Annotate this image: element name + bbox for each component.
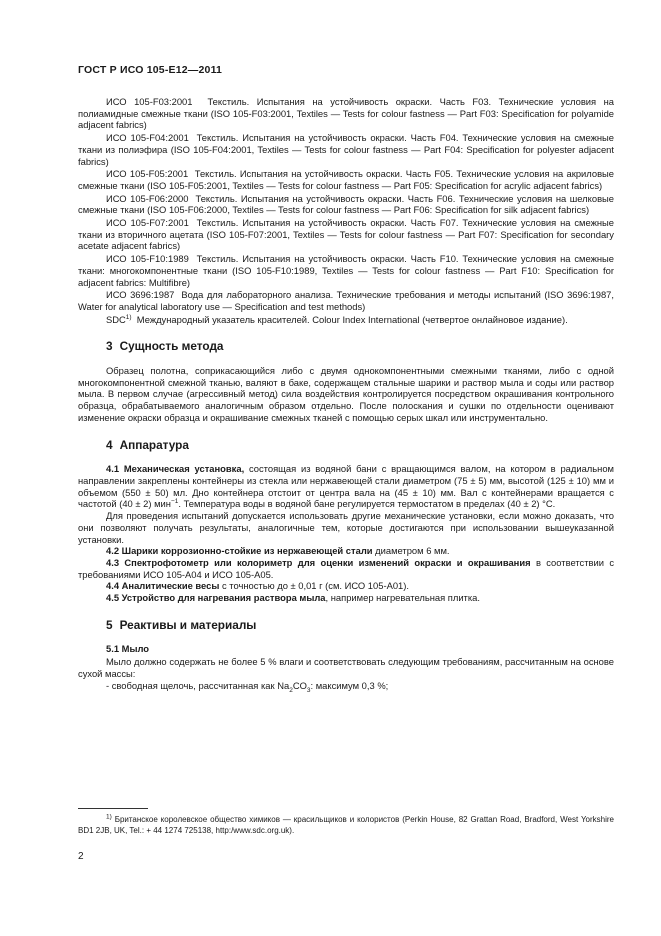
footnote: $^{1)}$ Британское королевское общество химиков — красильщиков и колористов (Perkin House, 82 Grattan Road, Bradford, West Yorkshire BD1 2JB, UK, Tel.: + 44 1274 725138, http:/www.sdc.org.uk). [78, 813, 614, 835]
clause-4-1-note: Для проведения испытаний допускается использовать другие механические установки, если можно доказать, что они позволяют получать результаты, аналогичные тем, которые достигаются при использовании вышеуказанной установки. [78, 510, 614, 545]
section-3-paragraph: Образец полотна, соприкасающийся либо с двумя однокомпонентными смежными тканями, либо с одной многокомпонентной смежной тканью, валяют в баке, содержащем стальные шарики и раствор мыла и соды или раствор мыла. В первом случае (агрессивный метод) сила воздействия контролируется посредством окрашивания контрольного образца, обрабатываемого аналогичным образом отдельно. После полоскания и сушки по отдельности оценивают изменение окраски образца и окрашивание смежных тканей с помощью серых шкал или инструментально. [78, 365, 614, 423]
clause-4-4: 4.4 Аналитические весы с точностью до ± 0,01 г (см. ИСО 105-А01). [106, 580, 409, 592]
reference-item: ИСО 105-F07:2001 Текстиль. Испытания на устойчивость окраски. Часть F07. Технические условия на смежные ткани из вторичного ацетата (ISO 105-F07:2001, Textiles — Tests for colour fastness — Part F07: Specification for secondary acetate adjacent fabrics) [78, 217, 614, 252]
footnote-separator [78, 808, 148, 809]
section-4-heading: 4 Аппаратура [106, 437, 189, 452]
clause-4-1: 4.1 Механическая установка, состоящая из водяной бани с вращающимся валом, на котором в радиальном направлении закреплены контейнеры из стекла или нержавеющей стали диаметром (75 ± 5) мм, высотой (125 ± 10) мм и объемом (550 ± 50) мл. Дно контейнера отстоит от центра вала на (45 ± 10) мм. Вал с контейнерами вращается с частотой (40 ± 2) мин$^{-1}$. Температура воды в водяной бане регулируется термостатом в пределах (40 ± 2) °С. [78, 463, 614, 510]
reference-item: ИСО 105-F03:2001 Текстиль. Испытания на устойчивость окраски. Часть F03. Технические условия на полиамидные смежные ткани (ISO 105-F03:2001, Textiles — Tests for colour fastness — Part F03: Specification for polyamide adjacent fabrics) [78, 96, 614, 131]
reference-item: ИСО 105-F06:2000 Текстиль. Испытания на устойчивость окраски. Часть F06. Технические условия на шелковые смежные ткани (ISO 105-F06:2000, Textiles — Tests for colour fastness — Part F06: Specification for silk adjacent fabrics) [78, 192, 615, 216]
footnote-marker: 1) [125, 313, 132, 321]
document-header: ГОСТ Р ИСО 105-Е12—2011 [78, 64, 223, 76]
page-content [78, 96, 615, 694]
references-list [78, 96, 614, 325]
footnote-marker: 1) [106, 813, 112, 821]
section-5-1-paragraph: Мыло должно содержать не более 5 % влаги и соответствовать следующим требованиям, рассчитанным на основе сухой массы: [78, 656, 614, 679]
reference-item: ИСО 105-F05:2001 Текстиль. Испытания на устойчивость окраски. Часть F05. Технические условия на акриловые смежные ткани (ISO 105-F05:2001, Textiles — Tests for colour fastness — Part F05: Specification for acrylic adjacent fabrics) [78, 168, 614, 191]
reference-item: ИСО 105-F10:1989 Текстиль. Испытания на устойчивость окраски. Часть F10. Технические условия на смежные ткани: многокомпонентные ткани (ISO 105-F10:1989, Textiles — Tests for colour fastness — Part F10: Specification for adjacent fabrics: Multifibre) [78, 253, 614, 288]
reference-item: ИСО 3696:1987 Вода для лабораторного анализа. Технические требования и методы испытаний (ISO 3696:1987, Water for analytical laboratory use — Specification and test methods) [78, 289, 614, 312]
reference-item: ИСО 105-F04:2001 Текстиль. Испытания на устойчивость окраски. Часть F04. Технические условия на смежные ткани из полиэфира (ISO 105-F04:2001, Textiles — Tests for colour fastness — Part F04: Specification for polyester adjacent fabrics) [78, 132, 614, 167]
reference-item-sdc: SDC$^{1)}$ Международный указатель красителей. Colour Index International (четвертое онлайновое издание). [106, 313, 568, 325]
list-item: - свободная щелочь, рассчитанная как $Na_2CO_3$: максимум 0,3 %; [106, 679, 389, 694]
section-5-heading: 5 Реактивы и материалы [106, 617, 257, 632]
subsection-5-1-heading: 5.1 Мыло [106, 643, 150, 655]
page-number: 2 [78, 851, 84, 862]
clause-4-3: 4.3 Спектрофотометр или колориметр для оценки изменений окраски и окрашивания в соответствии с требованиями ИСО 105-А04 и ИСО 105-А05. [78, 556, 615, 580]
section-3-heading: 3 Сущность метода [106, 339, 224, 354]
clause-4-2: 4.2 Шарики коррозионно-стойкие из нержавеющей стали диаметром 6 мм. [106, 545, 450, 557]
clause-4-5: 4.5 Устройство для нагревания раствора мыла, например нагревательная плитка. [106, 592, 480, 604]
